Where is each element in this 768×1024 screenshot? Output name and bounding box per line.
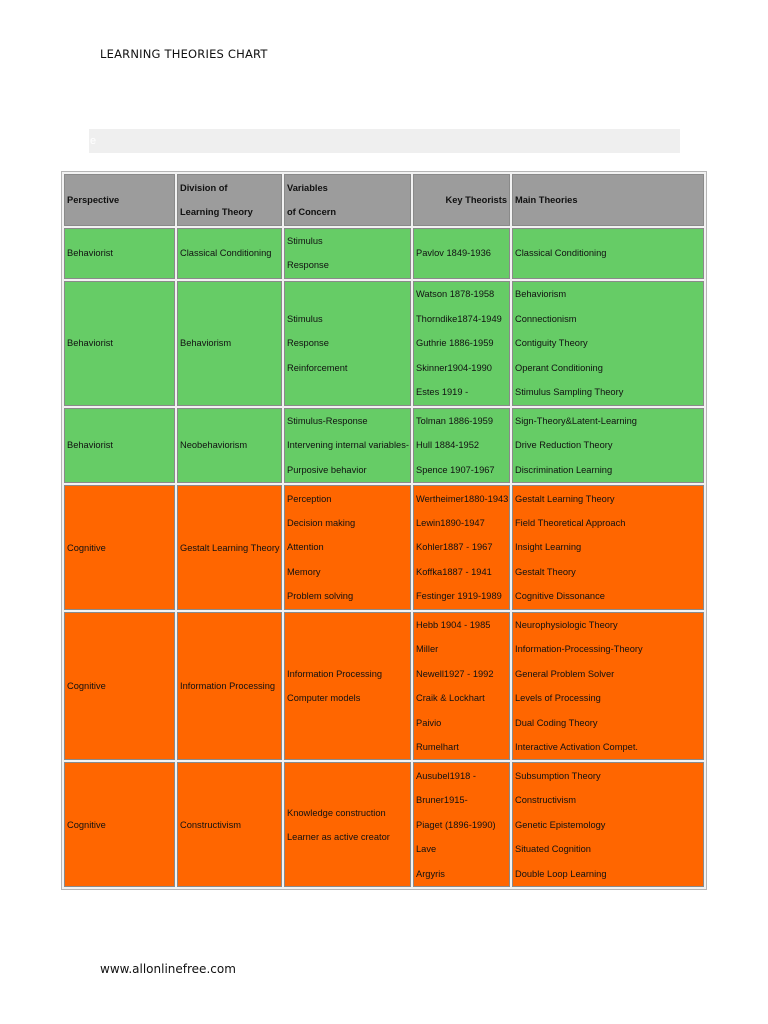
main-theories-item: Classical Conditioning bbox=[515, 248, 607, 259]
variables-cell bbox=[284, 408, 411, 483]
main-theories-item: Subsumption Theory bbox=[515, 770, 601, 781]
header-perspective: Perspective bbox=[64, 174, 175, 226]
division-cell: Behaviorism bbox=[177, 281, 282, 406]
learning-theories-table bbox=[61, 171, 707, 890]
key-theorists-item: Guthrie 1886-1959 bbox=[416, 338, 494, 349]
table-row bbox=[64, 408, 704, 483]
document-title: LEARNING THEORIES CHART bbox=[100, 47, 268, 61]
main-theories-item: Insight Learning bbox=[515, 542, 582, 553]
variables-item: Problem solving bbox=[287, 591, 354, 602]
table-row bbox=[64, 612, 704, 760]
main-theories-item: Neurophysiologic Theory bbox=[515, 620, 618, 631]
division-cell: Neobehaviorism bbox=[177, 408, 282, 483]
perspective-cell: Cognitive bbox=[64, 612, 175, 760]
main-theories-item: Interactive Activation Compet. bbox=[515, 742, 638, 753]
key-theorists-item: Miller bbox=[416, 644, 439, 655]
variables-item: Intervening internal variables- bbox=[287, 440, 409, 451]
division-cell: Classical Conditioning bbox=[177, 228, 282, 279]
variables-item: Purposive behavior bbox=[287, 464, 367, 475]
variables-item: Reinforcement bbox=[287, 362, 348, 373]
variables-item: Knowledge construction bbox=[287, 807, 386, 818]
table-body bbox=[64, 228, 704, 887]
key-theorists-cell bbox=[413, 612, 510, 760]
key-theorists-item: Bruner1915- bbox=[416, 795, 468, 806]
variables-item: Stimulus bbox=[287, 313, 323, 324]
header-division-line1: Division of bbox=[180, 183, 228, 193]
grey-banner bbox=[89, 129, 680, 153]
main-theories-item: Constructivism bbox=[515, 795, 576, 806]
main-theories-item: Double Loop Learning bbox=[515, 868, 607, 879]
key-theorists-item: Tolman 1886-1959 bbox=[416, 415, 494, 426]
header-division-line2: Learning Theory bbox=[180, 207, 253, 217]
variables-cell bbox=[284, 228, 411, 279]
main-theories-item: Behaviorism bbox=[515, 289, 567, 300]
perspective-cell: Behaviorist bbox=[64, 228, 175, 279]
main-theories-cell bbox=[512, 762, 704, 887]
header-key-theorists: Key Theorists bbox=[413, 174, 510, 226]
key-theorists-cell bbox=[413, 485, 510, 610]
main-theories-item: Gestalt Theory bbox=[515, 566, 576, 577]
main-theories-cell bbox=[512, 228, 704, 279]
key-theorists-item: Paivio bbox=[416, 717, 442, 728]
key-theorists-item: Craik & Lockhart bbox=[416, 693, 485, 704]
table-row bbox=[64, 485, 704, 610]
key-theorists-item: Estes 1919 - bbox=[416, 386, 469, 397]
table-row bbox=[64, 762, 704, 887]
main-theories-item: Drive Reduction Theory bbox=[515, 440, 613, 451]
key-theorists-item: Koffka1887 - 1941 bbox=[416, 566, 492, 577]
header-main-theories: Main Theories bbox=[512, 174, 704, 226]
variables-item: Stimulus-Response bbox=[287, 415, 368, 426]
main-theories-item: Levels of Processing bbox=[515, 693, 601, 704]
table-row bbox=[64, 281, 704, 406]
key-theorists-item: Kohler1887 - 1967 bbox=[416, 542, 493, 553]
perspective-cell: Behaviorist bbox=[64, 281, 175, 406]
key-theorists-item: Ausubel1918 - bbox=[416, 770, 476, 781]
main-theories-item: Discrimination Learning bbox=[515, 464, 613, 475]
variables-item: Perception bbox=[287, 493, 332, 504]
variables-item: Learner as active creator bbox=[287, 831, 390, 842]
main-theories-item: Field Theoretical Approach bbox=[515, 517, 626, 528]
header-division bbox=[177, 174, 282, 226]
key-theorists-item: Argyris bbox=[416, 868, 445, 879]
key-theorists-cell bbox=[413, 408, 510, 483]
variables-item: Attention bbox=[287, 542, 324, 553]
main-theories-cell bbox=[512, 408, 704, 483]
key-theorists-item: Festinger 1919-1989 bbox=[416, 591, 502, 602]
key-theorists-item: Hull 1884-1952 bbox=[416, 440, 480, 451]
variables-cell bbox=[284, 281, 411, 406]
key-theorists-item: Newell1927 - 1992 bbox=[416, 668, 494, 679]
key-theorists-item: Wertheimer1880-1943 bbox=[416, 493, 509, 504]
variables-cell bbox=[284, 762, 411, 887]
footer-url: www.allonlinefree.com bbox=[100, 962, 236, 976]
main-theories-item: General Problem Solver bbox=[515, 668, 615, 679]
variables-cell bbox=[284, 485, 411, 610]
main-theories-item: Dual Coding Theory bbox=[515, 717, 598, 728]
main-theories-item: Genetic Epistemology bbox=[515, 819, 606, 830]
perspective-cell: Cognitive bbox=[64, 485, 175, 610]
main-theories-cell bbox=[512, 485, 704, 610]
key-theorists-item: Rumelhart bbox=[416, 742, 459, 753]
key-theorists-cell bbox=[413, 281, 510, 406]
header-variables-line1: Variables bbox=[287, 183, 328, 193]
variables-item: Decision making bbox=[287, 517, 356, 528]
perspective-cell: Cognitive bbox=[64, 762, 175, 887]
variables-item: Memory bbox=[287, 566, 321, 577]
variables-item: Computer models bbox=[287, 693, 361, 704]
variables-item: Response bbox=[287, 338, 329, 349]
key-theorists-item: Piaget (1896-1990) bbox=[416, 819, 496, 830]
main-theories-item: Contiguity Theory bbox=[515, 338, 588, 349]
banner-text: e bbox=[90, 135, 97, 147]
key-theorists-item: Spence 1907-1967 bbox=[416, 464, 495, 475]
main-theories-item: Gestalt Learning Theory bbox=[515, 493, 615, 504]
main-theories-item: Operant Conditioning bbox=[515, 362, 603, 373]
key-theorists-item: Watson 1878-1958 bbox=[416, 289, 495, 300]
variables-item: Stimulus bbox=[287, 236, 323, 246]
key-theorists-cell bbox=[413, 762, 510, 887]
header-variables-line2: of Concern bbox=[287, 207, 337, 217]
main-theories-item: Information-Processing-Theory bbox=[515, 644, 643, 655]
key-theorists-item: Skinner1904-1990 bbox=[416, 362, 492, 373]
main-theories-item: Cognitive Dissonance bbox=[515, 591, 605, 602]
main-theories-cell bbox=[512, 281, 704, 406]
table-header-row bbox=[64, 174, 704, 226]
division-cell: Gestalt Learning Theory bbox=[177, 485, 282, 610]
key-theorists-item: Hebb 1904 - 1985 bbox=[416, 620, 491, 631]
table-row bbox=[64, 228, 704, 279]
division-cell: Constructivism bbox=[177, 762, 282, 887]
main-theories-item: Stimulus Sampling Theory bbox=[515, 386, 624, 397]
variables-item: Information Processing bbox=[287, 668, 383, 679]
perspective-cell: Behaviorist bbox=[64, 408, 175, 483]
division-cell: Information Processing bbox=[177, 612, 282, 760]
main-theories-cell bbox=[512, 612, 704, 760]
key-theorists-cell bbox=[413, 228, 510, 279]
key-theorists-item: Lewin1890-1947 bbox=[416, 517, 485, 528]
key-theorists-item: Thorndike1874-1949 bbox=[416, 313, 502, 324]
key-theorists-item: Lave bbox=[416, 844, 437, 855]
key-theorists-item: Pavlov 1849-1936 bbox=[416, 248, 491, 259]
main-theories-item: Sign-Theory&Latent-Learning bbox=[515, 415, 637, 426]
main-theories-item: Connectionism bbox=[515, 313, 577, 324]
variables-item: Response bbox=[287, 260, 329, 271]
header-variables bbox=[284, 174, 411, 226]
variables-cell bbox=[284, 612, 411, 760]
main-theories-item: Situated Cognition bbox=[515, 844, 591, 855]
